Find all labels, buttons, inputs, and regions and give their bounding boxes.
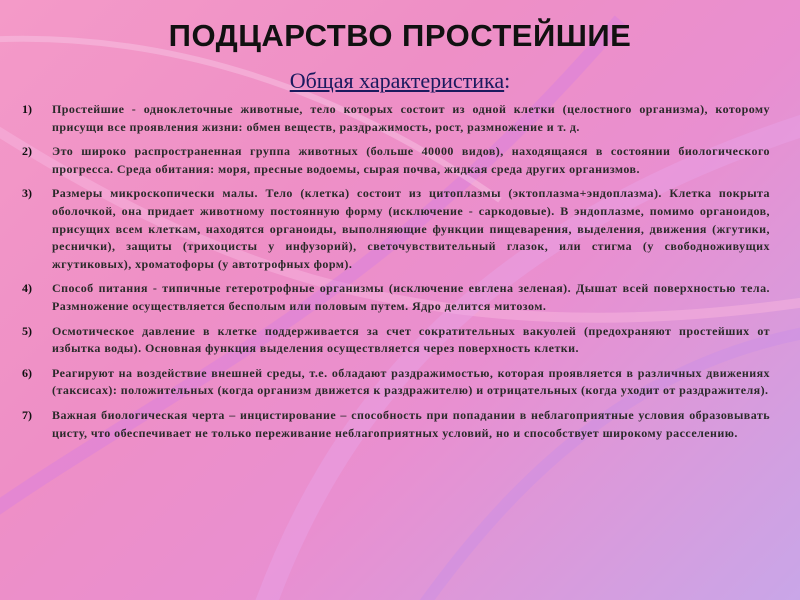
item-text: Способ питания - типичные гетеротрофные организмы (исключение евглена зеленая). Дышат всей поверхностью тела. Размножение осуществляется бесполым или половым путем. Ядро делится митозом. — [52, 281, 770, 313]
subtitle-colon: : — [504, 68, 511, 93]
list-item — [22, 185, 770, 273]
item-text: Размеры микроскопически малы. Тело (клетка) состоит из цитоплазмы (эктоплазма+эндоплазма). Клетка покрыта оболочкой, она придает животному постоянную форму (исключение - саркодовые). В эндоплазме, помимо органоидов, присущих всем клеткам, находятся органоиды, выполняющие функции пищеварения, выделения, движения (жгутики, реснички), защиты (трихоцисты у инфузорий), светочувствительный глазок, или стигма (у свободноживущих жгутиковых), хроматофоры (у автотрофных форм). — [52, 186, 770, 271]
slide-title: ПОДЦАРСТВО ПРОСТЕЙШИЕ — [168, 18, 632, 53]
list-item — [22, 143, 770, 178]
list-item — [22, 407, 770, 442]
list-item — [22, 365, 770, 400]
item-text: Это широко распространенная группа животных (больше 40000 видов), находящаяся в состоянии биологического прогресса. Среда обитания: моря, пресные водоемы, сырая почва, жидкая среда других организмов. — [52, 144, 770, 176]
item-number: 1) — [22, 102, 32, 116]
item-number: 5) — [22, 323, 32, 338]
item-number: 3) — [22, 186, 32, 201]
item-text: Важная биологическая черта – инцистирование – способность при попадании в неблагоприятные условия образовывать цисту, что обеспечивает не только переживание неблагоприятных условий, но и способствует широкому расселению. — [52, 407, 770, 440]
item-text: Осмотическое давление в клетке поддерживается за счет сократительных вакуолей (предохраняют простейших от избытка воды). Основная функция выделения осуществляется через поверхность клетки. — [52, 323, 770, 356]
item-number: 7) — [22, 407, 32, 422]
item-text: Реагируют на воздействие внешней среды, т.е. обладают раздражимостью, которая проявляется в различных движениях (таксисах): положительных (когда организм движется к раздражителю) и отрицательных (когда уходит от раздражителя). — [52, 365, 770, 398]
slide-subtitle — [0, 68, 800, 94]
item-text: Простейшие - одноклеточные животные, тело которых состоит из одной клетки (целостного организма), которому присущи все проявления жизни: обмен веществ, раздражимость, рост, размножение и т. д. — [52, 102, 770, 134]
item-number: 2) — [22, 144, 32, 159]
list-item — [22, 323, 770, 358]
list-item — [22, 280, 770, 315]
item-number: 6) — [22, 365, 32, 380]
subtitle-text: Общая характеристика — [289, 68, 505, 93]
item-number: 4) — [22, 281, 32, 296]
list-item — [22, 101, 770, 136]
characteristics-list — [22, 101, 770, 449]
